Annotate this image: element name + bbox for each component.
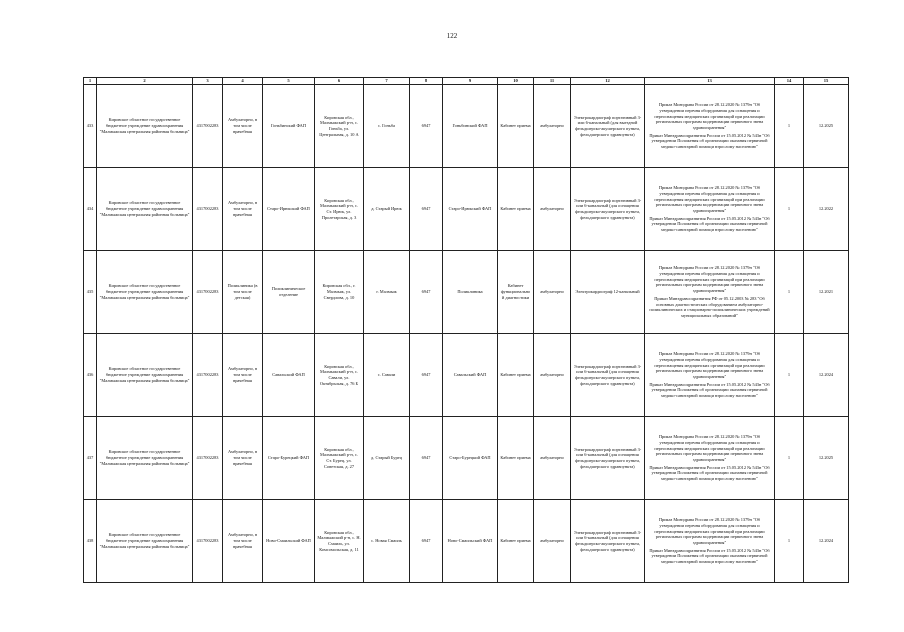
quantity: 1 (775, 417, 804, 500)
regulatory-document: Приказ Минздрава России от 28.12.2020 № 1379н "Об утверждении перечня оборудования для оснащения и переоснащения медицинских организаций при реализации региональных программ модернизации первичного звена здравоохранения" (654, 434, 765, 462)
column-number: 5 (263, 78, 315, 85)
delivery-date: 12.2021 (804, 251, 849, 334)
column-number: 1 (84, 78, 97, 85)
regulatory-document: Приказ Минздравсоцразвития России от 15.05.2012 № 543н "Об утверждении Положения об организации оказания первичной медико-санитарной помощи взрослому населению" (649, 215, 770, 233)
quantity: 1 (775, 168, 804, 251)
delivery-date: 12.2024 (804, 334, 849, 417)
locality: г. Малмыж (364, 251, 410, 334)
column-number: 4 (223, 78, 263, 85)
organization-name: Кировское областное государственное бюджетное учреждение здравоохранения "Малмыжская центральная районная больница" (97, 251, 193, 334)
regulatory-document: Приказ Минздравсоцразвития РФ от 05.12.2003 № 283 "Об основных диагностических оборудованием амбулаторно-поликлинических и стационарно-поликлинических учреждений муниципальных образований" (649, 295, 770, 319)
column-number: 11 (534, 78, 571, 85)
regulatory-document: Приказ Минздравсоцразвития России от 15.05.2012 № 543н "Об утверждении Положения об организации оказания первичной медико-санитарной помощи взрослому населению" (649, 381, 770, 399)
regulatory-documents (645, 417, 775, 500)
locality: с. Новая Смаиль (364, 500, 410, 583)
equipment-name: Электрокардиограф портативный 3- или 6-канальный (для оснащения фельдшерско-акушерского пункта, фельдшерского здравпункта) (571, 168, 645, 251)
delivery-date: 12.2025 (804, 417, 849, 500)
table-row (84, 500, 849, 583)
unit-address: Кировская обл., Малмыжский р-н, с. Н. Смаиль, ул. Комсомольская, д. 11 (315, 500, 364, 583)
unit-address: Кировская обл., Малмыжский р-н, с. Савали, ул. Октябрьская, д. 76 Б (315, 334, 364, 417)
subdivision: Поликлиника (443, 251, 498, 334)
table-row (84, 85, 849, 168)
subdivision: Старо-Ирюкский ФАП (443, 168, 498, 251)
equipment-name: Электрокардиограф портативный 3- или 6-канальный (для оснащения фельдшерско-акушерского пункта, фельдшерского здравпункта) (571, 500, 645, 583)
column-number: 13 (645, 78, 775, 85)
organization-inn: 4317002283 (193, 251, 223, 334)
unit-address: Кировская обл., Малмыжский р-н, с. Ст. Бурец, ул. Советская, д. 27 (315, 417, 364, 500)
column-number: 6 (315, 78, 364, 85)
table-row (84, 417, 849, 500)
regulatory-document: Приказ Минздравсоцразвития России от 15.05.2012 № 543н "Об утверждении Положения об организации оказания первичной медико-санитарной помощи взрослому населению" (649, 464, 770, 482)
code: 6947 (410, 168, 443, 251)
page-number: 122 (446, 32, 458, 40)
code: 6947 (410, 417, 443, 500)
delivery-date: 12.2025 (804, 85, 849, 168)
delivery-date: 12.2022 (804, 168, 849, 251)
structural-unit: Поликлиническое отделение (263, 251, 315, 334)
regulatory-document: Приказ Минздрава России от 28.12.2020 № 1379н "Об утверждении перечня оборудования для оснащения и переоснащения медицинских организаций при реализации региональных программ модернизации первичного звена здравоохранения" (654, 517, 765, 545)
code: 6947 (410, 500, 443, 583)
table-row (84, 334, 849, 417)
regulatory-document: Приказ Минздрава России от 28.12.2020 № 1379н "Об утверждении перечня оборудования для оснащения и переоснащения медицинских организаций при реализации региональных программ модернизации первичного звена здравоохранения" (654, 265, 765, 294)
unit-address: Кировская обл., г. Малмыж, ул. Свердлова, д. 10 (315, 251, 364, 334)
regulatory-document: Приказ Минздравсоцразвития России от 15.05.2012 № 543н "Об утверждении Положения об организации оказания первичной медико-санитарной помощи взрослому населению" (649, 132, 770, 150)
column-number: 2 (97, 78, 193, 85)
room: Кабинет приема (498, 168, 534, 251)
row-number: 435 (84, 251, 97, 334)
care-type: Амбулаторно, в том числе врачебная (223, 85, 263, 168)
regulatory-documents (645, 168, 775, 251)
structural-unit: Ново-Смаильский ФАП (263, 500, 315, 583)
delivery-date: 12.2024 (804, 500, 849, 583)
care-type: Амбулаторно, в том числе врачебная (223, 334, 263, 417)
locality: д. Старый Ирюк (364, 168, 410, 251)
table-row (84, 251, 849, 334)
subdivision: Гоньбинский ФАП (443, 85, 498, 168)
organization-name: Кировское областное государственное бюджетное учреждение здравоохранения "Малмыжская центральная районная больница" (97, 334, 193, 417)
organization-name: Кировское областное государственное бюджетное учреждение здравоохранения "Малмыжская центральная районная больница" (97, 85, 193, 168)
header-row (84, 78, 849, 85)
organization-name: Кировское областное государственное бюджетное учреждение здравоохранения "Малмыжская центральная районная больница" (97, 500, 193, 583)
care-condition: амбулаторно (534, 168, 571, 251)
locality: с. Гоньба (364, 85, 410, 168)
code: 6947 (410, 251, 443, 334)
code: 6947 (410, 85, 443, 168)
column-number: 8 (410, 78, 443, 85)
regulatory-documents (645, 251, 775, 334)
structural-unit: Старо-Ирюкский ФАП (263, 168, 315, 251)
regulatory-document: Приказ Минздравсоцразвития России от 15.05.2012 № 543н "Об утверждении Положения об организации оказания первичной медико-санитарной помощи взрослому населению" (649, 547, 770, 565)
room: Кабинет приема (498, 417, 534, 500)
row-number: 436 (84, 334, 97, 417)
room: Кабинет приема (498, 85, 534, 168)
care-condition: амбулаторно (534, 334, 571, 417)
care-condition: амбулаторно (534, 500, 571, 583)
organization-inn: 4317002283 (193, 500, 223, 583)
column-number: 14 (775, 78, 804, 85)
organization-inn: 4317002283 (193, 334, 223, 417)
table-row (84, 168, 849, 251)
row-number: 438 (84, 500, 97, 583)
quantity: 1 (775, 334, 804, 417)
subdivision: Старо-Бурецкий ФАП (443, 417, 498, 500)
care-condition: амбулаторно (534, 417, 571, 500)
regulatory-documents (645, 85, 775, 168)
structural-unit: Савальский ФАП (263, 334, 315, 417)
structural-unit: Старо-Бурецкий ФАП (263, 417, 315, 500)
equipment-name: Электрокардиограф портативный 3- или 6-канальный (для оснащения фельдшерско-акушерского пункта, фельдшерского здравпункта) (571, 417, 645, 500)
column-number: 12 (571, 78, 645, 85)
organization-inn: 4317002283 (193, 417, 223, 500)
organization-name: Кировское областное государственное бюджетное учреждение здравоохранения "Малмыжская центральная районная больница" (97, 417, 193, 500)
column-number: 7 (364, 78, 410, 85)
care-type: Амбулаторно, в том числе врачебная (223, 168, 263, 251)
regulatory-document: Приказ Минздрава России от 28.12.2020 № 1379н "Об утверждении перечня оборудования для оснащения и переоснащения медицинских организаций при реализации региональных программ модернизации первичного звена здравоохранения" (654, 102, 765, 130)
row-number: 433 (84, 85, 97, 168)
code: 6947 (410, 334, 443, 417)
care-condition: амбулаторно (534, 251, 571, 334)
structural-unit: Гоньбинский ФАП (263, 85, 315, 168)
equipment-register-table (83, 77, 849, 583)
unit-address: Кировская обл., Малмыжский р-н, с. Ст. Ирюк, ул. Пролетарская, д. 3 (315, 168, 364, 251)
regulatory-documents (645, 334, 775, 417)
quantity: 1 (775, 500, 804, 583)
care-type: Амбулаторно, в том числе врачебная (223, 500, 263, 583)
care-condition: амбулаторно (534, 85, 571, 168)
regulatory-document: Приказ Минздрава России от 28.12.2020 № 1379н "Об утверждении перечня оборудования для оснащения и переоснащения медицинских организаций при реализации региональных программ модернизации первичного звена здравоохранения" (654, 185, 765, 213)
row-number: 437 (84, 417, 97, 500)
organization-inn: 4317002283 (193, 168, 223, 251)
subdivision: Савальский ФАП (443, 334, 498, 417)
regulatory-document: Приказ Минздрава России от 28.12.2020 № 1379н "Об утверждении перечня оборудования для оснащения и переоснащения медицинских организаций при реализации региональных программ модернизации первичного звена здравоохранения" (654, 351, 765, 379)
organization-name: Кировское областное государственное бюджетное учреждение здравоохранения "Малмыжская центральная районная больница" (97, 168, 193, 251)
unit-address: Кировская обл., Малмыжский р-н, с. Гоньба, ул. Центральная, д. 10 А (315, 85, 364, 168)
organization-inn: 4317002283 (193, 85, 223, 168)
room: Кабинет приема (498, 334, 534, 417)
column-number: 9 (443, 78, 498, 85)
row-number: 434 (84, 168, 97, 251)
locality: д. Старый Бурец (364, 417, 410, 500)
column-number: 10 (498, 78, 534, 85)
room: Кабинет приема (498, 500, 534, 583)
room: Кабинет функциональной диагностики (498, 251, 534, 334)
locality: с. Савали (364, 334, 410, 417)
quantity: 1 (775, 85, 804, 168)
column-number: 15 (804, 78, 849, 85)
care-type: Амбулаторно, в том числе врачебная (223, 417, 263, 500)
subdivision: Ново-Смаильский ФАП (443, 500, 498, 583)
equipment-name: Электрокардиограф портативный 3- или 6-канальный (для оснащения фельдшерско-акушерского пункта, фельдшерского здравпункта) (571, 334, 645, 417)
regulatory-documents (645, 500, 775, 583)
column-number: 3 (193, 78, 223, 85)
equipment-name: Электрокардиограф 12-канальный (571, 251, 645, 334)
equipment-name: Электрокардиограф портативный 3- или 6-канальный (для выездной фельдшерско-акушерского пункта, фельдшерского здравпункта) (571, 85, 645, 168)
care-type: Поликлиника (в том числе детская) (223, 251, 263, 334)
quantity: 1 (775, 251, 804, 334)
